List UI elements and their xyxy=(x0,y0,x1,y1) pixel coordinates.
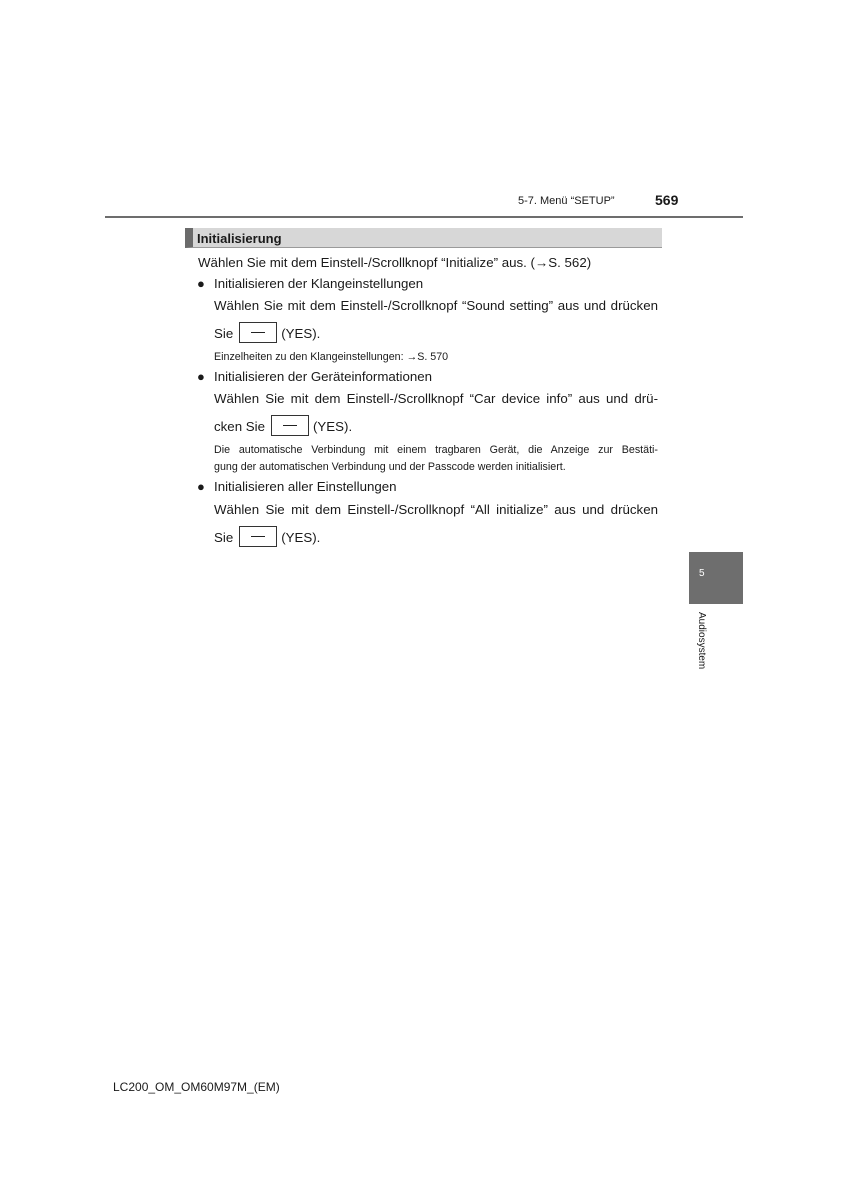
item-instruction: Wählen Sie mit dem Einstell-/Scrollknopf “Car device info” aus und drü- xyxy=(214,391,658,406)
page-number: 569 xyxy=(655,192,679,208)
dash-key-icon xyxy=(271,415,309,436)
bullet-icon: ● xyxy=(197,369,205,384)
footer-code: LC200_OM_OM60M97M_(EM) xyxy=(113,1080,280,1094)
item-instruction: Wählen Sie mit dem Einstell-/Scrollknopf “Sound setting” aus und drücken xyxy=(214,298,658,313)
item-suffix: (YES). xyxy=(281,530,321,546)
item-instruction: Wählen Sie mit dem Einstell-/Scrollknopf “All initialize” aus und drücken xyxy=(214,502,658,517)
dash-key-icon xyxy=(239,322,277,343)
bullet-icon: ● xyxy=(197,479,205,494)
chapter-number: 5 xyxy=(699,568,705,579)
item-title: Initialisieren der Klangeinstellungen xyxy=(214,276,424,291)
item-note: Einzelheiten zu den Klangeinstellungen: →S. 570 xyxy=(214,351,449,363)
dash-key-icon xyxy=(239,526,277,547)
item-suffix: (YES). xyxy=(281,326,321,342)
header-divider xyxy=(105,216,743,218)
bullet-icon: ● xyxy=(197,276,205,291)
item-prefix: Sie xyxy=(214,530,234,546)
item-suffix: (YES). xyxy=(313,419,353,435)
header-section-title: 5-7. Menü “SETUP” xyxy=(518,195,615,207)
item-instruction-cont xyxy=(214,324,320,345)
item-title: Initialisieren aller Einstellungen xyxy=(214,479,397,494)
chapter-label: Audiosystem xyxy=(696,612,707,670)
item-prefix: Sie xyxy=(214,326,234,342)
chapter-tab xyxy=(689,552,743,604)
item-prefix: cken Sie xyxy=(214,419,265,435)
item-instruction-cont xyxy=(214,528,320,549)
item-title: Initialisieren der Geräteinformationen xyxy=(214,369,433,384)
item-note: Die automatische Verbindung mit einem tragbaren Gerät, die Anzeige zur Bestäti- xyxy=(214,444,658,456)
item-note: gung der automatischen Verbindung und der Passcode werden initialisiert. xyxy=(214,461,566,473)
item-instruction-cont xyxy=(214,417,352,438)
intro-text: Wählen Sie mit dem Einstell-/Scrollknopf “Initialize” aus. (→S. 562) xyxy=(198,255,592,270)
section-title: Initialisierung xyxy=(197,231,282,246)
